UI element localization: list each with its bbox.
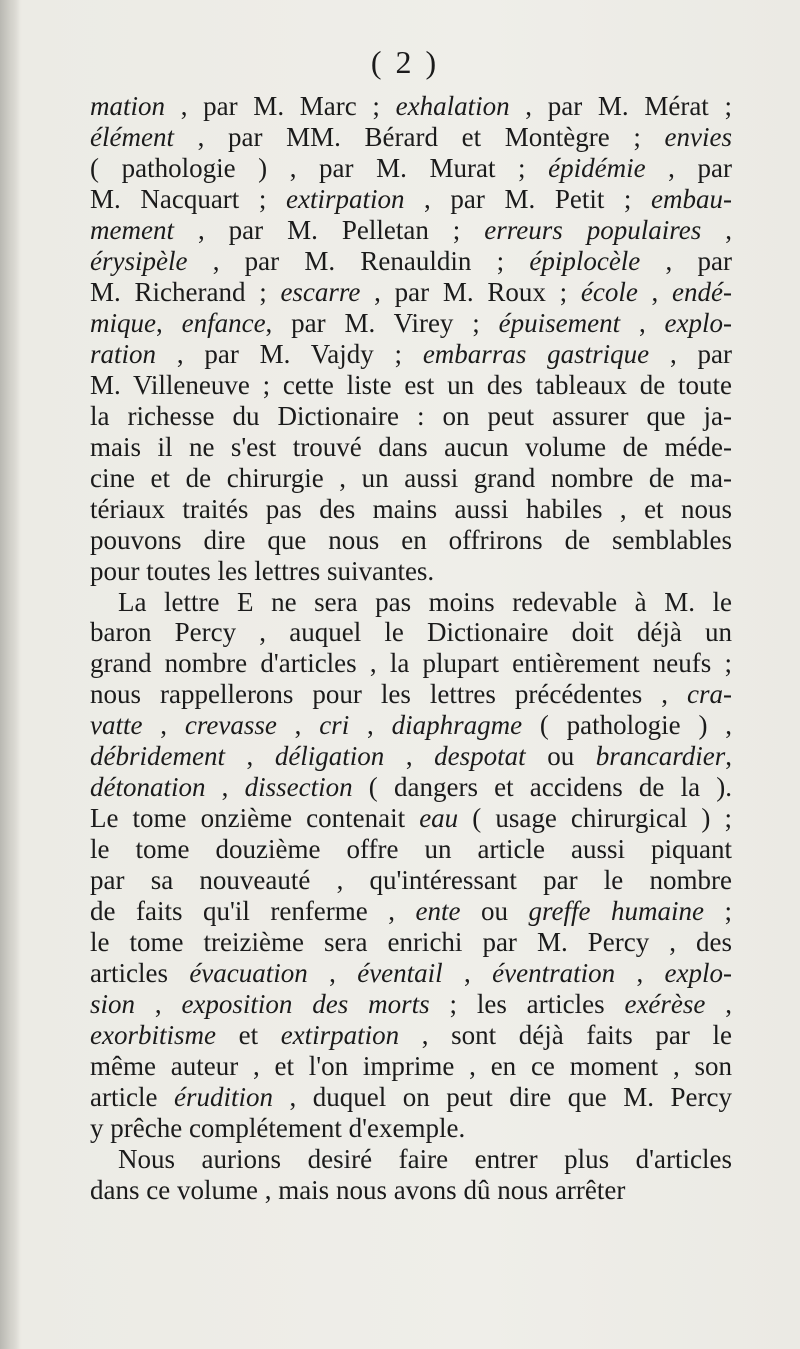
text-run: , par bbox=[645, 152, 732, 183]
italic-term: érudition bbox=[173, 1082, 273, 1112]
italic-term: enfance bbox=[181, 307, 266, 338]
text-run: et bbox=[215, 1020, 281, 1051]
text-run: ( usage chirurgical ) ; bbox=[458, 803, 732, 834]
text-run: , par M. Marc ; bbox=[165, 91, 396, 121]
italic-term: explo- bbox=[664, 307, 733, 338]
text-line bbox=[90, 122, 732, 153]
text-line bbox=[90, 432, 732, 463]
body-text bbox=[90, 91, 732, 1206]
italic-term: débridement bbox=[90, 741, 225, 772]
text-run: ( dangers et accidens de la ). bbox=[352, 772, 732, 803]
italic-term: épiplocèle bbox=[529, 245, 641, 276]
italic-term: eau bbox=[419, 803, 459, 834]
text-run: même auteur , et l'on imprime , en ce moment , son bbox=[90, 1051, 732, 1082]
text-run: Nous aurions desiré faire entrer plus d'articles bbox=[118, 1143, 732, 1174]
italic-term: mation bbox=[90, 91, 166, 121]
text-run: , par M. Vajdy ; bbox=[156, 338, 423, 369]
text-line bbox=[90, 525, 732, 556]
italic-term: évacuation bbox=[189, 958, 308, 989]
text-line bbox=[90, 215, 732, 246]
text-line bbox=[90, 308, 732, 339]
text-run: M. Villeneuve ; cette liste est un des tableaux de toute bbox=[90, 369, 732, 400]
text-run: ou bbox=[460, 896, 529, 927]
text-line bbox=[90, 803, 732, 834]
text-run: , bbox=[155, 307, 182, 338]
italic-term: école bbox=[580, 276, 638, 307]
text-line bbox=[90, 834, 732, 865]
text-run: ( pathologie ) , bbox=[522, 710, 733, 741]
text-run: ou bbox=[525, 741, 596, 772]
italic-term: extirpation bbox=[285, 183, 405, 214]
italic-term: élément bbox=[90, 121, 174, 152]
text-line bbox=[90, 556, 732, 587]
text-run: cine et de chirurgie , un aussi grand nombre de ma- bbox=[90, 462, 732, 493]
text-line bbox=[90, 865, 732, 896]
text-line bbox=[90, 648, 732, 679]
italic-term: épuisement bbox=[498, 307, 621, 338]
text-line bbox=[90, 587, 732, 618]
text-run: , bbox=[705, 989, 732, 1020]
text-run: , bbox=[615, 958, 665, 989]
text-line bbox=[90, 772, 732, 803]
text-run: , par M. Roux ; bbox=[360, 276, 581, 307]
italic-term: endé- bbox=[672, 276, 733, 307]
text-run: , bbox=[637, 276, 673, 307]
text-line bbox=[90, 710, 732, 741]
italic-term: exhalation bbox=[395, 91, 510, 121]
italic-term: brancardier bbox=[595, 741, 726, 772]
text-run: ( pathologie ) , par M. Murat ; bbox=[90, 152, 549, 183]
text-line bbox=[90, 370, 732, 401]
text-run: , bbox=[349, 710, 392, 741]
italic-term: mique bbox=[90, 307, 156, 338]
text-run: , sont déjà faits par le bbox=[399, 1020, 732, 1051]
text-run: M. Nacquart ; bbox=[90, 183, 286, 214]
text-run: le tome douzième offre un article aussi piquant bbox=[90, 834, 732, 865]
text-line bbox=[90, 1020, 732, 1051]
italic-term: crevasse bbox=[184, 710, 277, 741]
text-run: par sa nouveauté , qu'intéressant par le nombre bbox=[90, 865, 732, 896]
text-run: , par bbox=[640, 245, 732, 276]
text-run: article bbox=[90, 1082, 174, 1112]
italic-term: embarras gastrique bbox=[422, 338, 650, 369]
text-run: , bbox=[442, 958, 493, 989]
page-number: ( 2 ) bbox=[370, 44, 440, 80]
italic-term: explo- bbox=[664, 958, 732, 989]
text-line bbox=[90, 741, 732, 772]
text-line bbox=[90, 1082, 732, 1113]
text-run: nous rappellerons pour les lettres précédentes , bbox=[90, 679, 688, 710]
italic-term: erreurs populaires bbox=[484, 214, 702, 245]
text-line bbox=[90, 463, 732, 494]
text-run: , par M. Petit ; bbox=[404, 183, 652, 214]
text-run: ; les articles bbox=[429, 989, 625, 1020]
text-run: La lettre E ne sera pas moins redevable à M. le bbox=[118, 586, 732, 617]
text-run: ; bbox=[704, 896, 733, 927]
text-line bbox=[90, 927, 732, 958]
italic-term: exposition des morts bbox=[181, 989, 430, 1020]
text-line bbox=[90, 1113, 732, 1144]
italic-term: mement bbox=[90, 214, 174, 245]
italic-term: érysipèle bbox=[90, 245, 188, 276]
text-run: dans ce volume , mais nous avons dû nous arrêter bbox=[90, 1174, 626, 1205]
text-run: , par bbox=[649, 338, 732, 369]
text-run: , bbox=[276, 710, 320, 741]
text-run: , par M. Virey ; bbox=[265, 307, 499, 338]
text-run: tériaux traités pas des mains aussi habiles , et nous bbox=[90, 493, 732, 524]
text-run: , par M. Pelletan ; bbox=[173, 214, 485, 245]
italic-term: escarre bbox=[280, 276, 361, 307]
text-run: pouvons dire que nous en offrirons de semblables bbox=[90, 524, 732, 555]
text-run: grand nombre d'articles , la plupart entièrement neufs ; bbox=[90, 648, 732, 679]
text-run: , par MM. Bérard et Montègre ; bbox=[173, 121, 665, 152]
text-line bbox=[90, 184, 732, 215]
italic-term: extirpation bbox=[280, 1020, 400, 1051]
text-run: , bbox=[205, 772, 245, 803]
text-run: de faits qu'il renferme , bbox=[90, 896, 416, 927]
italic-term: despotat bbox=[434, 741, 526, 772]
italic-term: exérèse bbox=[624, 989, 706, 1020]
text-run: M. Richerand ; bbox=[90, 276, 281, 307]
text-run: , duquel on peut dire que M. Percy bbox=[272, 1082, 732, 1112]
italic-term: envies bbox=[664, 121, 732, 152]
text-run: , bbox=[725, 741, 732, 772]
text-line bbox=[90, 153, 732, 184]
italic-term: éventail bbox=[357, 958, 443, 989]
text-line bbox=[90, 1051, 732, 1082]
text-run: , bbox=[384, 741, 435, 772]
text-line bbox=[90, 339, 732, 370]
italic-term: cri bbox=[319, 710, 350, 741]
italic-term: détonation bbox=[90, 772, 206, 803]
text-run: , bbox=[307, 958, 358, 989]
text-line bbox=[90, 246, 732, 277]
page-binding-shadow bbox=[0, 0, 20, 1349]
text-run: pour toutes les lettres suivantes. bbox=[90, 555, 435, 586]
text-run: , bbox=[224, 741, 275, 772]
text-run: mais il ne s'est trouvé dans aucun volume de méde- bbox=[90, 431, 732, 462]
text-run: y prêche complétement d'exemple. bbox=[90, 1112, 466, 1143]
text-line bbox=[90, 617, 732, 648]
text-run: baron Percy , auquel le Dictionaire doit déjà un bbox=[90, 617, 732, 648]
text-run: , bbox=[620, 307, 665, 338]
text-run: Le tome onzième contenait bbox=[90, 803, 420, 834]
italic-term: éventration bbox=[492, 958, 616, 989]
italic-term: ente bbox=[415, 896, 461, 927]
text-run: articles bbox=[90, 958, 190, 989]
italic-term: cra- bbox=[687, 679, 732, 710]
italic-term: ration bbox=[90, 338, 157, 369]
italic-term: épidémie bbox=[548, 152, 646, 183]
text-line bbox=[90, 958, 732, 989]
italic-term: sion bbox=[90, 989, 136, 1020]
italic-term: greffe humaine bbox=[528, 896, 704, 927]
italic-term: déligation bbox=[274, 741, 385, 772]
text-line bbox=[90, 1175, 732, 1206]
italic-term: embau- bbox=[651, 183, 732, 214]
text-line bbox=[90, 401, 732, 432]
italic-term: exorbitisme bbox=[90, 1020, 216, 1051]
italic-term: dissection bbox=[244, 772, 353, 803]
text-run: , par M. Renauldin ; bbox=[187, 245, 530, 276]
italic-term: vatte bbox=[90, 710, 143, 741]
text-run: , bbox=[701, 214, 733, 245]
text-line bbox=[90, 1144, 732, 1175]
text-run: le tome treizième sera enrichi par M. Percy , des bbox=[90, 927, 732, 958]
text-line bbox=[90, 91, 732, 122]
text-line bbox=[90, 277, 732, 308]
text-line bbox=[90, 896, 732, 927]
text-run: la richesse du Dictionaire : on peut assurer que ja- bbox=[90, 400, 732, 431]
text-line bbox=[90, 989, 732, 1020]
text-run: , bbox=[142, 710, 185, 741]
italic-term: diaphragme bbox=[391, 710, 523, 741]
text-line bbox=[90, 494, 732, 525]
text-run: , par M. Mérat ; bbox=[509, 91, 732, 121]
text-run: , bbox=[135, 989, 182, 1020]
text-line bbox=[90, 679, 732, 710]
